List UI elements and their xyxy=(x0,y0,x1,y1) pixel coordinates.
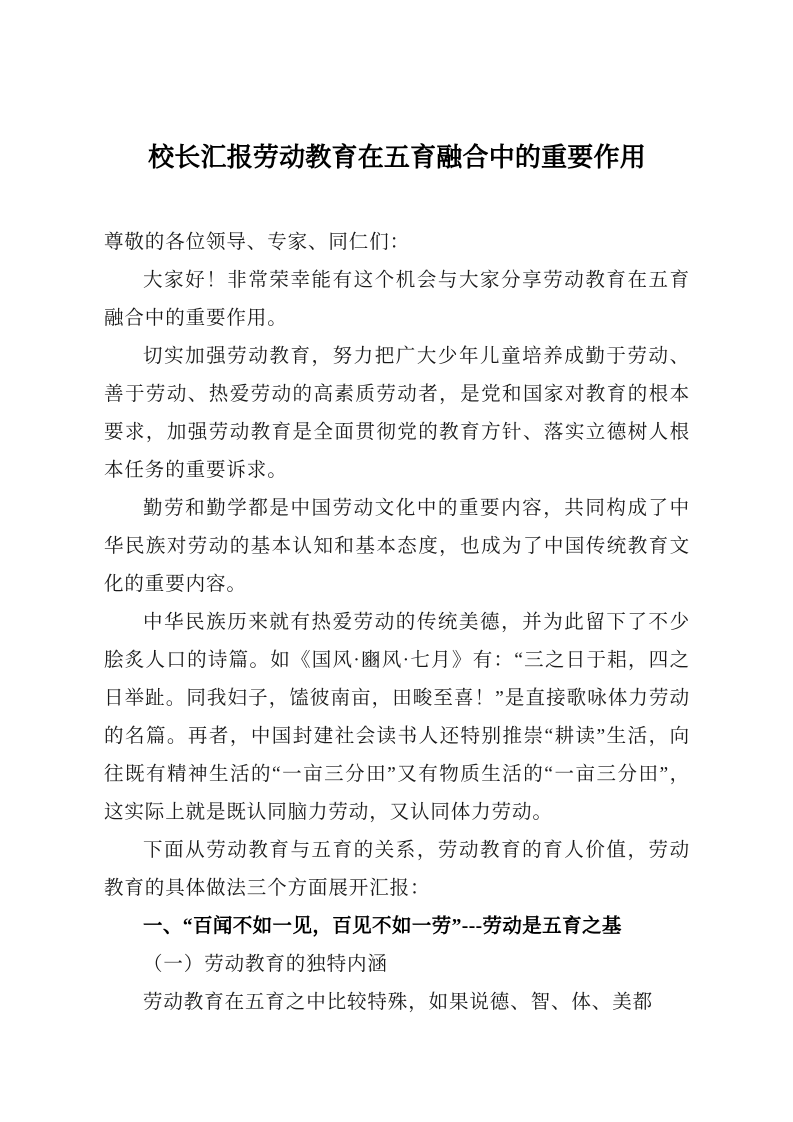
paragraph-diligence-culture: 勤劳和勤学都是中国劳动文化中的重要内容，共同构成了中华民族对劳动的基本认知和基本态度，也成为了中国传统教育文化的重要内容。 xyxy=(104,498,690,595)
salutation-line: 尊敬的各位领导、专家、同仁们： xyxy=(104,232,411,253)
document-body xyxy=(104,138,690,1022)
paragraph-traditional-virtue-poems: 中华民族历来就有热爱劳动的传统美德，并为此留下了不少脍炙人口的诗篇。如《国风·豳风·七月》有：“三之日于耜，四之日举趾。同我妇子，馌彼南亩，田畯至喜！”是直接歌咏体力劳动的名篇。再者，中国封建社会读书人还特别推崇“耕读”生活，向往既有精神生活的“一亩三分田”又有物质生活的“一亩三分田”，这实际上就是既认同脑力劳动，又认同体力劳动。 xyxy=(104,612,690,823)
subsection-heading-one-a: （一）劳动教育的独特内涵 xyxy=(143,954,388,975)
paragraph-strengthen-labor-education: 切实加强劳动教育，努力把广大少年儿童培养成勤于劳动、善于劳动、热爱劳动的高素质劳动者，是党和国家对教育的根本要求，加强劳动教育是全面贯彻党的教育方针、落实立德树人根本任务的重要诉求。 xyxy=(104,346,690,481)
paragraph-report-outline: 下面从劳动教育与五育的关系，劳动教育的育人价值，劳动教育的具体做法三个方面展开汇报： xyxy=(104,840,690,899)
paragraph-greeting: 大家好！非常荣幸能有这个机会与大家分享劳动教育在五育融合中的重要作用。 xyxy=(104,270,690,329)
paragraph-labor-education-special: 劳动教育在五育之中比较特殊，如果说德、智、体、美都 xyxy=(143,992,654,1013)
page-title: 校长汇报劳动教育在五育融合中的重要作用 xyxy=(148,143,646,172)
section-heading-one: 一、“百闻不如一见，百见不如一劳”---劳动是五育之基 xyxy=(143,916,622,937)
title-spacer xyxy=(104,178,690,224)
